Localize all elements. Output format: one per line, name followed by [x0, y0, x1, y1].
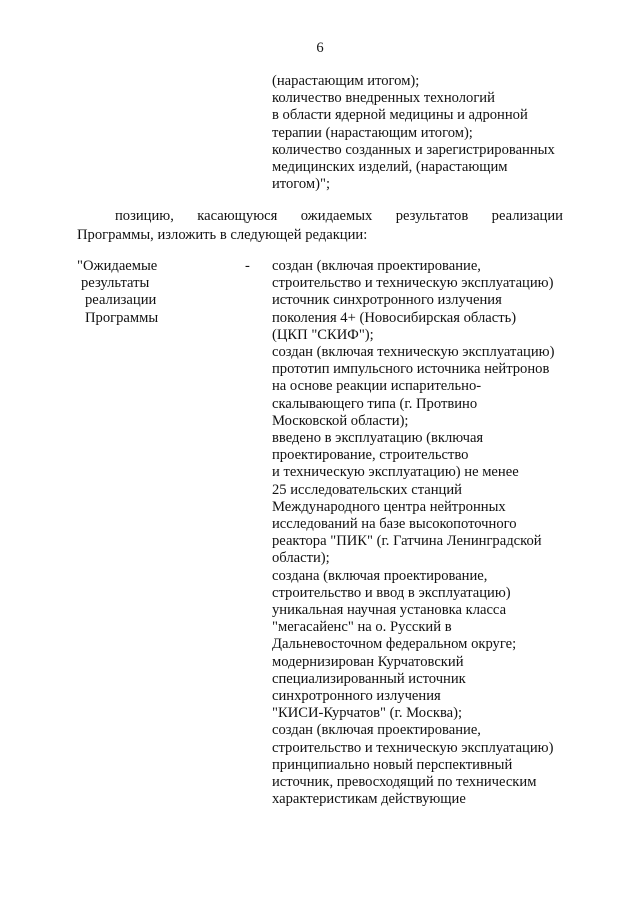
paragraph-word: позицию, — [115, 208, 174, 224]
text-line: источник синхротронного излучения — [272, 292, 502, 309]
text-line: создан (включая проектирование, — [272, 258, 481, 274]
text-line: проектирование, строительство — [272, 447, 469, 464]
text-line: Дальневосточном федеральном округе; — [272, 636, 517, 653]
text-line: исследований на базе высокопоточного — [272, 516, 517, 533]
text-line: поколения 4+ (Новосибирская область) — [272, 309, 517, 326]
text-line: Московской области); — [272, 412, 409, 429]
top-text-block — [272, 73, 582, 193]
text-line: строительство и техническую эксплуатацию) — [272, 275, 554, 292]
label-line: реализации — [85, 292, 157, 309]
paragraph-word: результатов — [395, 208, 469, 224]
text-line: в области ядерной медицины и адронной — [272, 107, 528, 124]
text-line: и техническую эксплуатацию) не менее — [272, 464, 519, 481]
label-line: Программы — [85, 309, 159, 326]
text-line: количество внедренных технологий — [272, 90, 495, 107]
paragraph — [77, 207, 563, 245]
label-line: "Ожидаемые — [77, 258, 158, 274]
text-line: терапии (нарастающим итогом); — [272, 124, 473, 141]
text-line: реактора "ПИК" (г. Гатчина Ленинградской — [272, 533, 542, 550]
text-line: скалывающего типа (г. Протвино — [272, 395, 478, 412]
text-line: строительство и техническую эксплуатацию) — [272, 739, 554, 756]
text-line: 25 исследовательских станций — [272, 481, 462, 498]
text-line: (нарастающим итогом); — [272, 73, 420, 89]
text-line: источник, превосходящий по техническим — [272, 774, 537, 791]
text-line: специализированный источник — [272, 670, 466, 687]
paragraph-word: ожидаемых — [300, 208, 373, 224]
text-line: Международного центра нейтронных — [272, 498, 506, 515]
text-line: количество созданных и зарегистрированных — [272, 141, 555, 158]
label-line: результаты — [81, 275, 150, 292]
text-line: создана (включая проектирование, — [272, 567, 488, 584]
text-line: области); — [272, 550, 330, 567]
text-line: введено в эксплуатацию (включая — [272, 430, 484, 447]
text-line: характеристикам действующие — [272, 791, 466, 808]
text-line: принципиально новый перспективный — [272, 756, 513, 773]
text-line: "КИСИ-Курчатов" (г. Москва); — [272, 705, 463, 722]
paragraph-first-line — [77, 207, 563, 226]
paragraph-second-line: Программы, изложить в следующей редакции: — [77, 227, 368, 243]
page-number: 6 — [316, 40, 324, 56]
paragraph-word: касающуюся — [197, 208, 278, 224]
text-line: создан (включая проектирование, — [272, 722, 481, 739]
expected-results-label — [77, 258, 217, 327]
dash-separator: - — [245, 258, 250, 274]
text-line: строительство и ввод в эксплуатацию) — [272, 584, 511, 601]
text-line: модернизирован Курчатовский — [272, 653, 464, 670]
text-line: уникальная научная установка класса — [272, 602, 507, 619]
text-line: медицинских изделий, (нарастающим — [272, 159, 508, 176]
text-line: "мегасайенс" на о. Русский в — [272, 619, 452, 636]
text-line: итогом)"; — [272, 176, 331, 193]
paragraph-word: реализации — [491, 208, 563, 224]
text-line: на основе реакции испарительно- — [272, 378, 482, 395]
text-line: синхротронного излучения — [272, 688, 441, 705]
expected-results-content — [272, 258, 582, 809]
text-line: (ЦКП "СКИФ"); — [272, 326, 374, 343]
text-line: создан (включая техническую эксплуатацию) — [272, 344, 555, 361]
text-line: прототип импульсного источника нейтронов — [272, 361, 550, 378]
